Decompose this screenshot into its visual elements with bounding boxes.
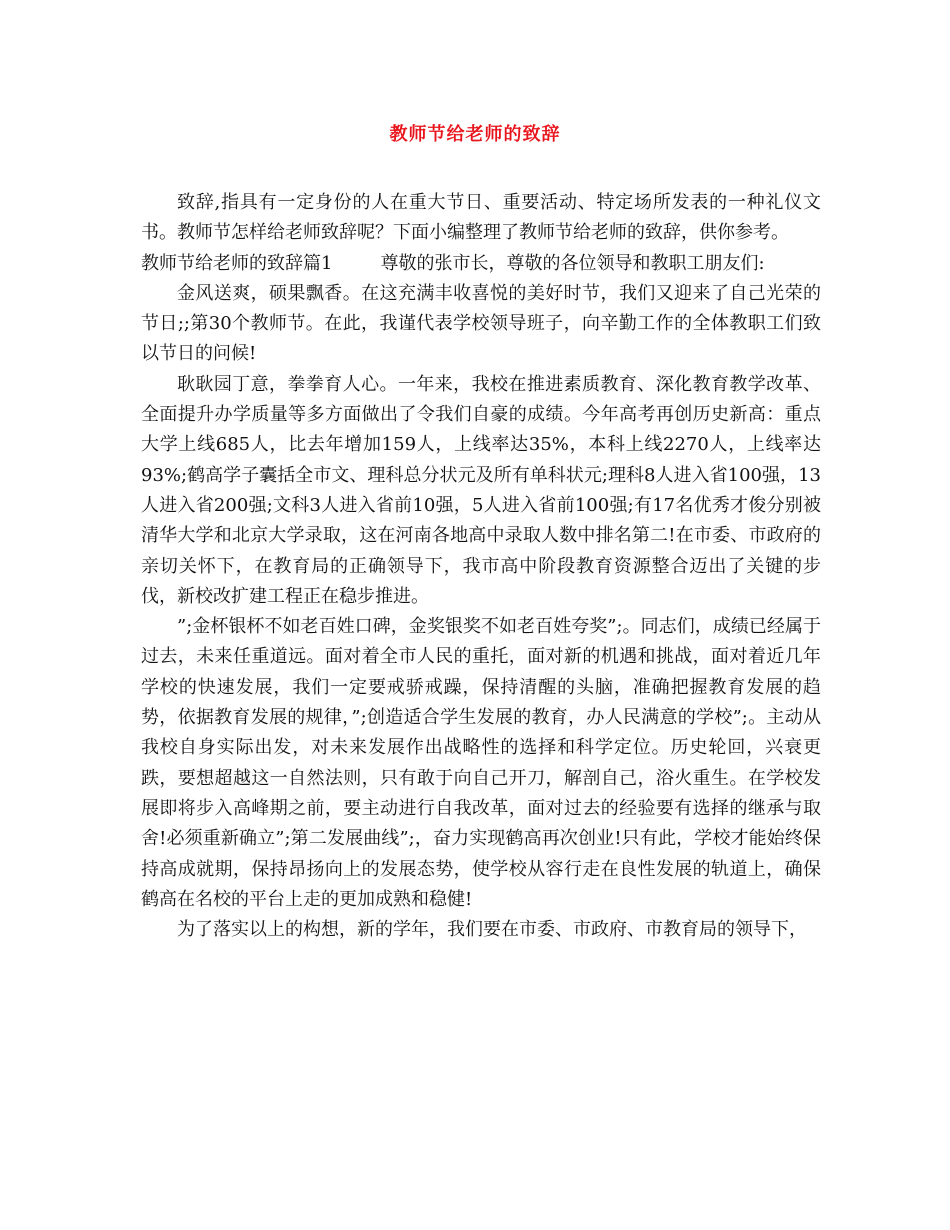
section-heading: 教师节给老师的致辞篇1 bbox=[141, 252, 333, 274]
paragraph: ”;金杯银杯不如老百姓口碑，金奖银奖不如老百姓夸奖”;。同志们，成绩已经属于过去，未来任重道远。面对着全市人民的重托，面对新的机遇和挑战，面对着近几年学校的快速发展，我们一定要戒骄戒躁，保持清醒的头脑，准确把握教育发展的趋势，依据教育发展的规律，”;创造适合学生发展的教育，办人民满意的学校”;。主动从我校自身实际出发，对未来发展作出战略性的选择和科学定位。历史轮回，兴衰更跌，要想超越这一自然法则，只有敢于向自己开刀，解剖自己，浴火重生。在学校发展即将步入高峰期之前，要主动进行自我改革，面对过去的经验要有选择的继承与取舍!必须重新确立”;第二发展曲线”;，奋力实现鹤高再次创业!只有此，学校才能始终保持高成就期，保持昂扬向上的发展态势，使学校从容行走在良性发展的轨道上，确保鹤高在名校的平台上走的更加成熟和稳健! bbox=[141, 616, 821, 910]
intro-text: 致辞,指具有一定身份的人在重大节日、重要活动、特定场所发表的一种礼仪文书。教师节怎样给老师致辞呢？下面小编整理了教师节给老师的致辞，供你参考。 bbox=[141, 192, 821, 244]
salutation: 尊敬的张市长，尊敬的各位领导和教职工朋友们: bbox=[380, 252, 765, 274]
intro-paragraph bbox=[141, 188, 821, 279]
document-body bbox=[141, 188, 821, 945]
paragraph: 金风送爽，硕果飘香。在这充满丰收喜悦的美好时节，我们又迎来了自己光荣的节日;;第30个教师节。在此，我谨代表学校领导班子，向辛勤工作的全体教职工们致以节日的问候! bbox=[141, 282, 821, 365]
paragraph: 为了落实以上的构想，新的学年，我们要在市委、市政府、市教育局的领导下， bbox=[177, 919, 807, 941]
document-title: 教师节给老师的致辞 bbox=[389, 124, 561, 145]
paragraph: 耿耿园丁意，拳拳育人心。一年来，我校在推进素质教育、深化教育教学改革、全面提升办学质量等多方面做出了令我们自豪的成绩。今年高考再创历史新高：重点大学上线685人，比去年增加159人，上线率达35%，本科上线2270人，上线率达93%;鹤高学子囊括全市文、理科总分状元及所有单科状元;理科8人进入省100强，13人进入省200强;文科3人进入省前10强，5人进入省前100强;有17名优秀才俊分别被清华大学和北京大学录取，这在河南各地高中录取人数中排名第二!在市委、市政府的亲切关怀下，在教育局的正确领导下，我市高中阶段教育资源整合迈出了关键的步伐，新校改扩建工程正在稳步推进。 bbox=[141, 373, 821, 607]
